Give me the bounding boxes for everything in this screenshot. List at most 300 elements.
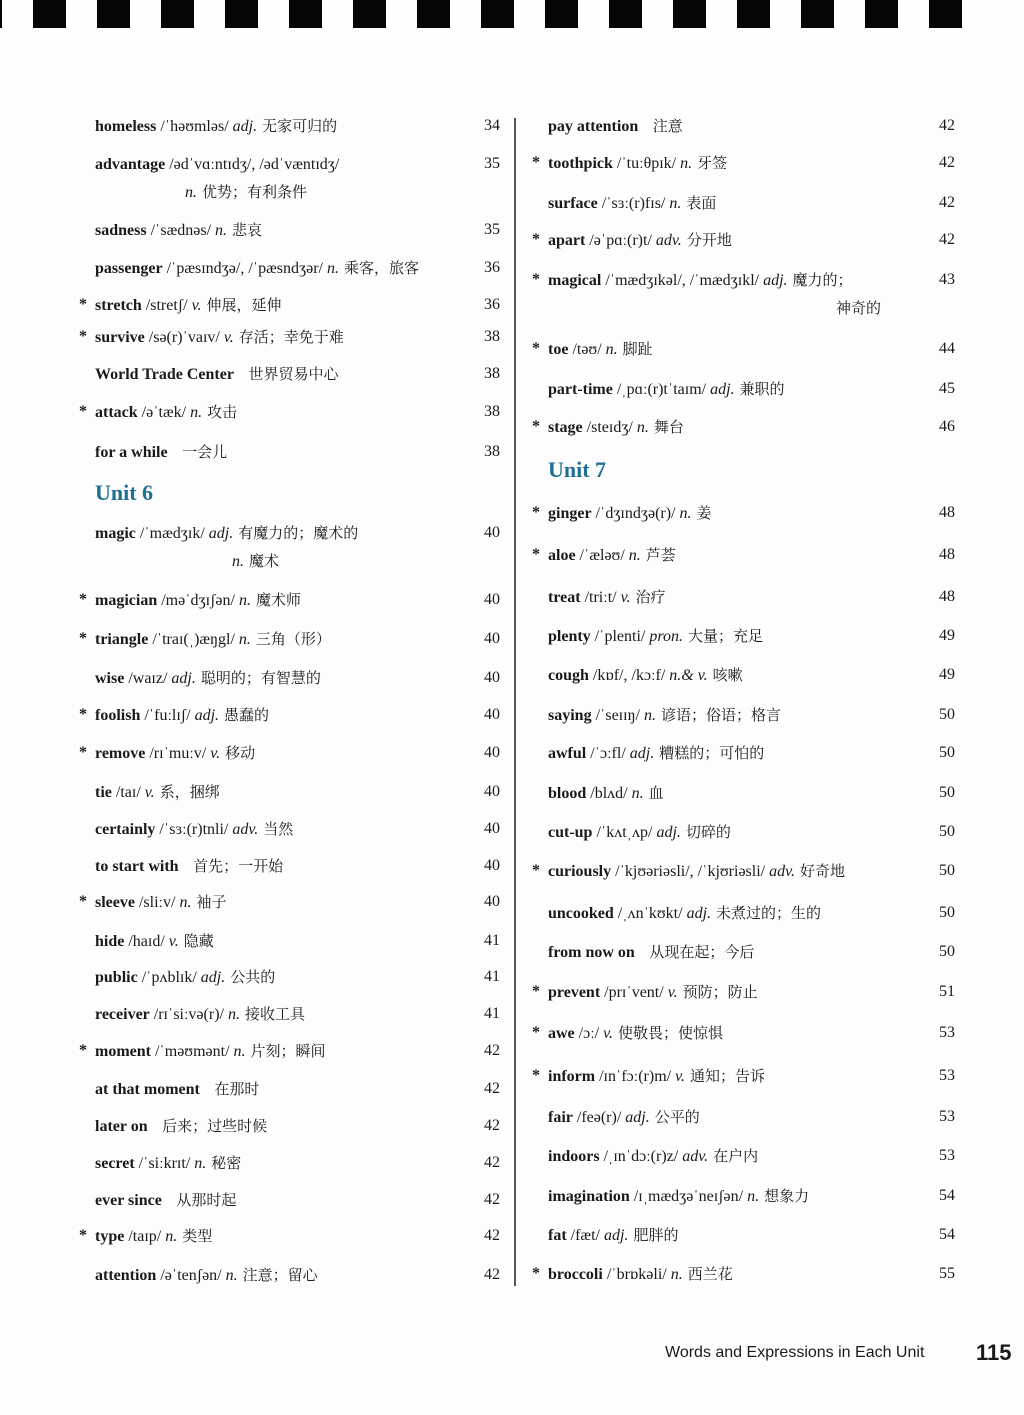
- page-reference: 42: [484, 1227, 500, 1244]
- headword: fair: [548, 1109, 573, 1126]
- vocab-entry: [95, 1079, 259, 1100]
- phonetic: /əˈtenʃən/: [160, 1267, 222, 1284]
- star-marker: *: [532, 862, 540, 879]
- binding-hole: [97, 0, 130, 28]
- page-reference: 40: [484, 893, 500, 910]
- binding-hole: [481, 0, 514, 28]
- headword: prevent: [548, 984, 601, 1001]
- star-marker: *: [532, 983, 540, 1000]
- page-reference: 42: [484, 1042, 500, 1059]
- star-marker: *: [79, 1042, 87, 1059]
- vocab-entry: [95, 856, 283, 877]
- page-reference: 38: [484, 365, 500, 382]
- part-of-speech: n.: [680, 155, 693, 172]
- page-reference: 42: [484, 1191, 500, 1208]
- binding-hole: [609, 0, 642, 28]
- vocab-entry: [95, 931, 214, 952]
- vocab-entry: [548, 626, 763, 647]
- vocab-entry: [548, 587, 666, 608]
- headword: at that moment: [95, 1081, 200, 1098]
- meaning: 一会儿: [172, 443, 228, 461]
- star-marker: *: [532, 1067, 540, 1084]
- page-reference: 54: [939, 1187, 955, 1204]
- phonetic: /steɪdʒ/: [586, 419, 633, 436]
- meaning: 姜: [696, 504, 712, 522]
- page-reference: 43: [939, 271, 955, 288]
- headword: from now on: [548, 944, 635, 961]
- page-reference: 34: [484, 117, 500, 134]
- headword: type: [95, 1228, 125, 1245]
- vocab-entry: [95, 1190, 236, 1211]
- vocab-entry: [532, 1023, 724, 1044]
- vocab-entry: [79, 327, 344, 348]
- headword: sleeve: [95, 894, 135, 911]
- star-marker: *: [79, 630, 87, 647]
- meaning: 接收工具: [244, 1005, 305, 1023]
- headword: fat: [548, 1227, 567, 1244]
- part-of-speech: v.: [191, 297, 202, 314]
- vocab-entry: [79, 295, 282, 316]
- headword: broccoli: [548, 1266, 603, 1283]
- vocab-entry: [95, 154, 344, 201]
- meaning: 舞台: [653, 418, 684, 436]
- unit-heading: Unit 7: [548, 457, 607, 482]
- meaning: 兼职的: [739, 380, 785, 398]
- binding-hole: [865, 0, 898, 28]
- page-reference: 40: [484, 706, 500, 723]
- phonetic: /haɪd/: [128, 933, 165, 950]
- phonetic: /prɪˈvent/: [604, 984, 664, 1001]
- headword: magical: [548, 272, 602, 289]
- headword: saying: [548, 707, 592, 724]
- part-of-speech: n.: [194, 1155, 207, 1172]
- meaning: 乘客，旅客: [343, 259, 419, 277]
- meaning: 攻击: [207, 403, 238, 421]
- headword: toe: [548, 341, 569, 358]
- vocab-entry: [95, 442, 227, 463]
- phonetic: /məˈdʒɪʃən/: [161, 592, 235, 609]
- page-reference: 50: [939, 706, 955, 723]
- meaning: 注意: [643, 117, 683, 135]
- vocab-entry: [548, 783, 664, 804]
- phonetic: /ˈsɜː(r)fɪs/: [601, 195, 666, 212]
- headword: part-time: [548, 381, 613, 398]
- page-reference: 50: [939, 943, 955, 960]
- phonetic: /fæt/: [570, 1227, 600, 1244]
- vocab-entry: [95, 116, 337, 137]
- vocab-entry: [79, 743, 256, 764]
- phonetic: /ˈɔːfl/: [590, 745, 626, 762]
- page-reference: 42: [484, 1266, 500, 1283]
- page-reference: 38: [484, 328, 500, 345]
- meaning: 存活；幸免于难: [238, 328, 344, 346]
- part-of-speech: adj.: [194, 707, 220, 724]
- star-marker: *: [532, 418, 540, 435]
- phonetic: /ˈsædnəs/: [150, 222, 212, 239]
- meaning: 肥胖的: [633, 1226, 679, 1244]
- vocab-entry: [532, 230, 732, 251]
- phonetic: /ˈkjʊəriəsli/, /ˈkjʊriəsli/: [615, 863, 766, 880]
- part-of-speech: adj.: [710, 381, 735, 398]
- vocab-entry: [548, 1186, 809, 1207]
- headword: cut-up: [548, 824, 593, 841]
- phonetic: /ˈsiːkrɪt/: [138, 1155, 191, 1172]
- footer-title: Words and Expressions in Each Unit: [665, 1344, 925, 1361]
- phonetic: /ˌʌnˈkʊkt/: [617, 905, 683, 922]
- part-of-speech: v.: [223, 329, 234, 346]
- binding-hole: [225, 0, 258, 28]
- part-of-speech: adj.: [625, 1109, 650, 1126]
- vocab-entry: [548, 1107, 700, 1128]
- phonetic: /rɪˈsiːvə(r)/: [153, 1006, 224, 1023]
- part-of-speech: n.: [631, 785, 644, 802]
- meaning: 想象力: [764, 1187, 810, 1205]
- vocab-entry: [95, 1153, 241, 1174]
- meaning: 聪明的；有智慧的: [200, 669, 321, 687]
- page-reference: 48: [939, 588, 955, 605]
- part-of-speech: adj.: [208, 525, 234, 542]
- phonetic: /ˌpɑː(r)tˈtaɪm/: [616, 381, 707, 398]
- meaning: 糟糕的；可怕的: [659, 744, 765, 762]
- part-of-speech: adj.: [763, 272, 788, 289]
- page-number: 115: [976, 1340, 1012, 1365]
- meaning: 分开地: [686, 231, 732, 249]
- vocab-entry: [548, 665, 743, 686]
- binding-hole: [673, 0, 706, 28]
- part-of-speech: n.: [669, 195, 682, 212]
- headword: cough: [548, 667, 589, 684]
- meaning-continued: [228, 551, 279, 572]
- part-of-speech: v.: [675, 1068, 685, 1085]
- headword: awful: [548, 745, 587, 762]
- part-of-speech: n.: [232, 553, 244, 570]
- phonetic: /waɪz/: [128, 670, 168, 687]
- part-of-speech: n.: [165, 1228, 178, 1245]
- meaning: 悲哀: [232, 221, 263, 239]
- headword: inform: [548, 1068, 596, 1085]
- part-of-speech: n.: [227, 1006, 240, 1023]
- page-reference: 48: [939, 504, 955, 521]
- phonetic: /ˈpæsɪndʒə/, /ˈpæsndʒər/: [166, 260, 323, 277]
- vocab-entry: [79, 1041, 326, 1062]
- part-of-speech: v.: [667, 984, 678, 1001]
- part-of-speech: v.: [168, 933, 179, 950]
- vocab-entry: [532, 1066, 766, 1087]
- meaning: 系，捆绑: [159, 783, 220, 801]
- headword: toothpick: [548, 155, 613, 172]
- part-of-speech: pron.: [649, 628, 683, 645]
- meaning: 无家可归的: [262, 117, 338, 135]
- page-reference: 38: [484, 403, 500, 420]
- page-reference: 49: [939, 666, 955, 683]
- vocab-entry: [95, 258, 419, 279]
- meaning: 使敬畏；使惊惧: [618, 1024, 724, 1042]
- page-reference: 41: [484, 968, 500, 985]
- vocab-entry: [95, 819, 293, 840]
- binding-hole: [0, 0, 2, 28]
- phonetic: /ˈmædʒɪkəl/, /ˈmædʒɪkl/: [605, 272, 760, 289]
- page-reference: 40: [484, 669, 500, 686]
- part-of-speech: n.: [605, 341, 618, 358]
- meaning: 有魔力的；魔术的: [238, 524, 359, 542]
- headword: World Trade Center: [95, 366, 234, 383]
- part-of-speech: n.: [679, 505, 692, 522]
- meaning: 大量；充足: [687, 627, 763, 645]
- meaning: 公共的: [230, 968, 276, 986]
- part-of-speech: n.: [326, 260, 339, 277]
- vocab-entry: [79, 892, 227, 913]
- page-reference: 40: [484, 820, 500, 837]
- page-reference: 45: [939, 380, 955, 397]
- phonetic: /ˈbrɒkəli/: [606, 1266, 667, 1283]
- headword: moment: [95, 1043, 151, 1060]
- part-of-speech: adv.: [682, 1148, 709, 1165]
- meaning: 世界贸易中心: [238, 365, 339, 383]
- vocab-entry: [532, 861, 846, 882]
- headword: magic: [95, 525, 136, 542]
- part-of-speech: adj.: [604, 1227, 629, 1244]
- vocab-entry: [95, 364, 339, 385]
- meaning: 在户内: [713, 1147, 759, 1165]
- vocab-entry: [532, 417, 684, 438]
- meaning: 公平的: [654, 1108, 700, 1126]
- headword: triangle: [95, 631, 149, 648]
- unit-heading: Unit 6: [95, 480, 154, 505]
- part-of-speech: adv.: [232, 821, 259, 838]
- part-of-speech: n.: [670, 1266, 683, 1283]
- meaning: 西兰花: [687, 1265, 733, 1283]
- meaning: 当然: [263, 820, 294, 838]
- vocab-entry: [532, 545, 676, 566]
- meaning: 治疗: [635, 588, 666, 606]
- vocab-entry: [548, 1146, 758, 1167]
- vocab-entry: [79, 590, 301, 611]
- page-reference: 40: [484, 783, 500, 800]
- phonetic: /ˈsɜː(r)tnli/: [159, 821, 229, 838]
- meaning: 魔术师: [255, 591, 301, 609]
- star-marker: *: [79, 706, 87, 723]
- meaning: 愚蠢的: [224, 706, 270, 724]
- headword: secret: [95, 1155, 135, 1172]
- vocab-entry: [532, 1264, 733, 1285]
- meaning: 从现在起；今后: [639, 943, 755, 961]
- phonetic: /əˈpɑː(r)t/: [589, 232, 652, 249]
- part-of-speech: n.: [238, 592, 251, 609]
- star-marker: *: [79, 744, 87, 761]
- part-of-speech: n.: [233, 1043, 246, 1060]
- part-of-speech: n.: [215, 222, 228, 239]
- meaning: 优势；有利条件: [202, 183, 308, 201]
- meaning: 袖子: [196, 893, 227, 911]
- meaning: 隐藏: [183, 932, 214, 950]
- part-of-speech: adv.: [769, 863, 796, 880]
- binding-hole: [417, 0, 450, 28]
- meaning: 未煮过的；生的: [716, 904, 822, 922]
- meaning: 咳嗽: [712, 666, 743, 684]
- binding-hole: [545, 0, 578, 28]
- page-reference: 54: [939, 1226, 955, 1243]
- page-reference: 36: [484, 259, 500, 276]
- star-marker: *: [532, 504, 540, 521]
- vocab-entry: [548, 379, 785, 400]
- star-marker: *: [532, 340, 540, 357]
- page-reference: 42: [484, 1117, 500, 1134]
- meaning-continued: [181, 182, 307, 203]
- page-reference: 53: [939, 1108, 955, 1125]
- page-reference: 42: [484, 1080, 500, 1097]
- phonetic: /ˈmædʒɪk/: [139, 525, 205, 542]
- phonetic: /ˈseɪɪŋ/: [595, 707, 640, 724]
- star-marker: *: [532, 271, 540, 288]
- headword: advantage: [95, 156, 166, 173]
- vocab-entry: [532, 153, 728, 174]
- page-reference: 48: [939, 546, 955, 563]
- meaning: 在那时: [204, 1080, 260, 1098]
- headword: ever since: [95, 1192, 162, 1209]
- meaning: 脚趾: [622, 340, 653, 358]
- page-reference: 49: [939, 627, 955, 644]
- star-marker: *: [532, 546, 540, 563]
- vocab-entry: [95, 220, 262, 241]
- headword: magician: [95, 592, 158, 609]
- page-reference: 42: [939, 117, 955, 134]
- headword: to start with: [95, 858, 179, 875]
- vocab-entry: [79, 629, 331, 650]
- meaning: 秘密: [211, 1154, 242, 1172]
- phonetic: /kɒf/, /kɔːf/: [592, 667, 666, 684]
- vocab-entry: [95, 523, 359, 570]
- meaning: 牙签: [697, 154, 728, 172]
- star-marker: *: [79, 296, 87, 313]
- star-marker: *: [532, 231, 540, 248]
- headword: indoors: [548, 1148, 600, 1165]
- phonetic: /taɪp/: [128, 1228, 162, 1245]
- headword: plenty: [548, 628, 591, 645]
- part-of-speech: n.& v.: [669, 667, 708, 684]
- phonetic: /ɪnˈfɔː(r)m/: [599, 1068, 672, 1085]
- page-reference: 50: [939, 904, 955, 921]
- part-of-speech: adv.: [655, 232, 682, 249]
- vocab-entry: [79, 1226, 213, 1247]
- binding-hole: [929, 0, 962, 28]
- vocab-entry: [548, 116, 683, 137]
- page-reference: 41: [484, 1005, 500, 1022]
- phonetic: /ˈplenti/: [594, 628, 646, 645]
- page-reference: 50: [939, 862, 955, 879]
- headword: treat: [548, 589, 581, 606]
- binding-hole: [161, 0, 194, 28]
- vocab-entry: [548, 903, 821, 924]
- phonetic: /feə(r)/: [576, 1109, 622, 1126]
- part-of-speech: adj.: [232, 118, 258, 135]
- headword: foolish: [95, 707, 141, 724]
- phonetic: /ˈpʌblɪk/: [141, 969, 197, 986]
- page-reference: 50: [939, 784, 955, 801]
- binding-hole: [353, 0, 386, 28]
- headword: curiously: [548, 863, 612, 880]
- headword: stretch: [95, 297, 142, 314]
- vocab-entry: [95, 1004, 305, 1025]
- vocab-entry: [548, 705, 781, 726]
- vocab-entry: [548, 822, 731, 843]
- meaning: 从那时起: [166, 1191, 237, 1209]
- part-of-speech: adj.: [200, 969, 226, 986]
- meaning: 谚语；俗语；格言: [660, 706, 781, 724]
- page-reference: 40: [484, 524, 500, 541]
- part-of-speech: n.: [190, 404, 203, 421]
- meaning: 血: [648, 784, 664, 802]
- page-reference: 35: [484, 155, 500, 172]
- column-divider: [514, 118, 516, 1286]
- page-reference: 35: [484, 221, 500, 238]
- headword: surface: [548, 195, 598, 212]
- page-reference: 50: [939, 744, 955, 761]
- meaning: 切碎的: [685, 823, 731, 841]
- binding-hole: [801, 0, 834, 28]
- page-reference: 51: [939, 983, 955, 1000]
- phonetic: /ədˈvɑːntɪdʒ/, /ədˈvæntɪdʒ/: [169, 156, 340, 173]
- star-marker: *: [79, 591, 87, 608]
- page-reference: 55: [939, 1265, 955, 1282]
- part-of-speech: n.: [185, 184, 197, 201]
- meaning: 注意；留心: [242, 1266, 318, 1284]
- part-of-speech: n.: [643, 707, 656, 724]
- meaning: 神奇的: [836, 299, 882, 317]
- part-of-speech: adj.: [629, 745, 655, 762]
- vocab-entry: [79, 402, 238, 423]
- phonetic: /triːt/: [584, 589, 617, 606]
- binding-hole: [33, 0, 66, 28]
- part-of-speech: adj.: [686, 905, 712, 922]
- star-marker: *: [79, 403, 87, 420]
- meaning: 片刻；瞬间: [250, 1042, 326, 1060]
- meaning: 类型: [182, 1227, 213, 1245]
- phonetic: /stretʃ/: [145, 297, 188, 314]
- vocab-entry: [548, 942, 754, 963]
- meaning: 好奇地: [800, 862, 846, 880]
- meaning: 魔力的；: [792, 271, 853, 289]
- star-marker: *: [79, 328, 87, 345]
- headword: stage: [548, 419, 583, 436]
- binding-hole: [289, 0, 322, 28]
- meaning: 芦荟: [645, 546, 676, 564]
- phonetic: /taɪ/: [115, 784, 141, 801]
- vocab-entry: [95, 1116, 267, 1137]
- part-of-speech: v.: [144, 784, 155, 801]
- meaning: 移动: [225, 744, 256, 762]
- phonetic: /ˈkʌtˌʌp/: [596, 824, 653, 841]
- star-marker: *: [79, 893, 87, 910]
- phonetic: /ɪˌmædʒəˈneɪʃən/: [633, 1188, 744, 1205]
- headword: attention: [95, 1267, 157, 1284]
- star-marker: *: [79, 1227, 87, 1244]
- headword: passenger: [95, 260, 163, 277]
- star-marker: *: [532, 154, 540, 171]
- phonetic: /sə(r)ˈvaɪv/: [148, 329, 220, 346]
- phonetic: /sliːv/: [138, 894, 176, 911]
- headword: public: [95, 969, 138, 986]
- part-of-speech: v.: [620, 589, 631, 606]
- part-of-speech: v.: [210, 745, 221, 762]
- vocab-entry: [532, 982, 758, 1003]
- headword: hide: [95, 933, 125, 950]
- phonetic: /ˈməʊmənt/: [154, 1043, 230, 1060]
- part-of-speech: n.: [179, 894, 192, 911]
- part-of-speech: adj.: [656, 824, 681, 841]
- star-marker: *: [532, 1265, 540, 1282]
- vocab-entry: [95, 967, 275, 988]
- headword: imagination: [548, 1188, 630, 1205]
